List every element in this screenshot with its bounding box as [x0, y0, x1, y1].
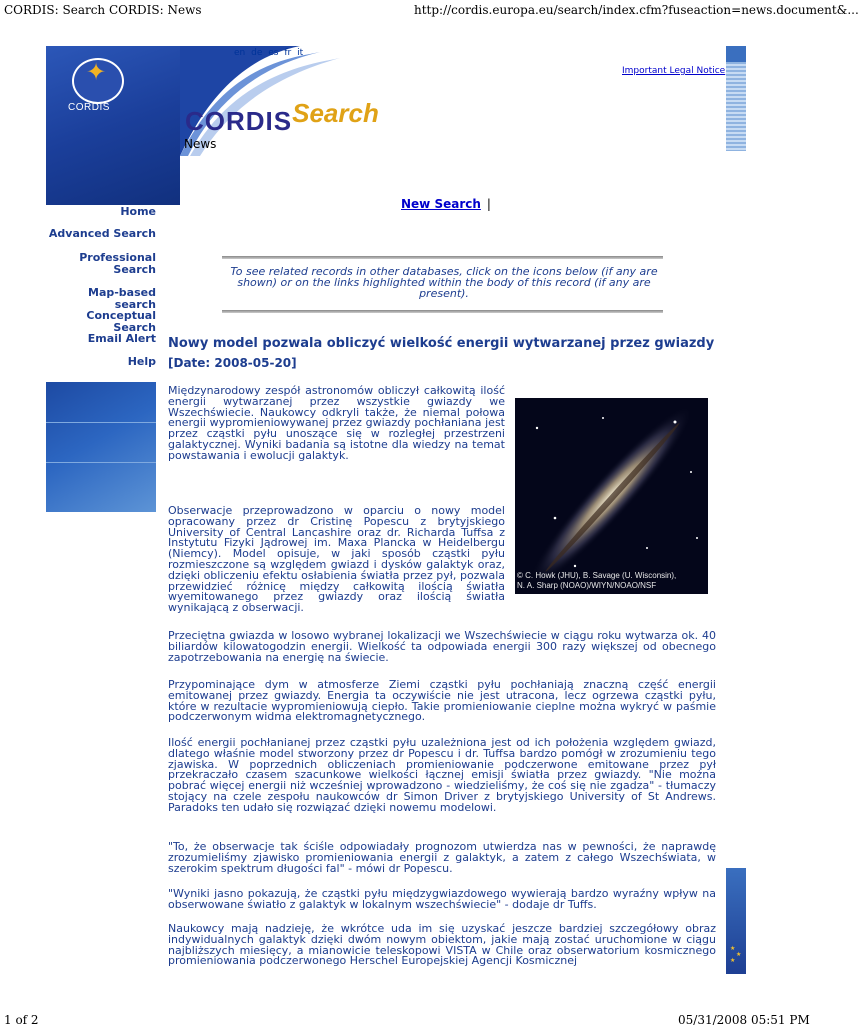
nav-item-home[interactable]: Home	[120, 205, 156, 218]
nav-item-map-based-search[interactable]: Map-based search	[88, 286, 156, 311]
photo-credit	[517, 571, 676, 591]
star-icon: ✦	[86, 58, 107, 86]
language-link-en[interactable]: en	[234, 48, 246, 58]
brand-search-text: Search	[292, 98, 379, 128]
language-link-es[interactable]: es	[268, 48, 279, 58]
new-search-link[interactable]: New Search	[401, 197, 481, 211]
right-bar-top	[726, 46, 746, 62]
section-label: News	[184, 137, 217, 151]
related-records-note: To see related records in other databases, click on the icons below (if any are shown) or on the links highlighted within the body of this record (if any are present).	[230, 265, 658, 300]
galaxy-image-graphic	[515, 398, 708, 594]
star-icon: ★	[736, 951, 742, 958]
article-date: [Date: 2008-05-20]	[168, 356, 297, 370]
photo-credit-line: N. A. Sharp (NOAO)/WIYN/NOAO/NSF	[517, 581, 657, 590]
print-footer-page-number: 1 of 2	[4, 1013, 39, 1027]
article-paragraph: "To, że obserwacje tak ściśle odpowiadały prognozom utwierdza nas w pewności, że naprawdę zrozumieliśmy zjawisko promieniowania energii z galaktyk, a zatem z całego Wszechświata, w szerokim spektrum długości fal" - mówi dr Popescu.	[168, 840, 716, 875]
photo-credit-line: © C. Howk (JHU), B. Savage (U. Wisconsin),	[517, 571, 677, 580]
article-paragraph: Przeciętna gwiazda w losowo wybranej lokalizacji we Wszechświecie w ciągu roku wytwarza ok. 40 biliardów kilowatogodzin energii. Wielkość ta odpowiada energii 300 razy większej od obecnego zapotrzebowania na energię na świecie.	[168, 629, 716, 664]
divider	[222, 256, 663, 259]
print-footer-timestamp: 05/31/2008 05:51 PM	[678, 1013, 810, 1027]
nav-box-line	[46, 462, 156, 463]
nav-item-email-alert[interactable]: Email Alert	[87, 332, 156, 345]
cordis-logo-banner[interactable]	[46, 46, 180, 205]
language-link-de[interactable]: de	[251, 48, 263, 58]
print-header-url: http://cordis.europa.eu/search/index.cfm?fuseaction=news.document&...	[414, 3, 859, 17]
right-decorative-bar	[726, 46, 746, 151]
nav-item-conceptual-search[interactable]: Conceptual Search	[86, 309, 156, 334]
article-paragraph: Przypominające dym w atmosferze Ziemi cząstki pyłu pochłaniają znaczną część energii emitowanej przez gwiazdy. Energia ta oczywiście nie jest utracona, lecz ogrzewa cząstki pyłu, które w rezultacie wypromieniowują ciepło. Takie promieniowanie cieplne można wykryć w paśmie podczerwonym widma elektromagnetycznego.	[168, 678, 716, 724]
language-link-it[interactable]: it	[297, 48, 304, 58]
nav-box-line	[46, 422, 156, 423]
article-paragraph: Obserwacje przeprowadzono w oparciu o nowy model opracowany przez dr Cristinę Popescu z brytyjskiego University of Central Lancashire oraz dr. Richarda Tuffsa z Instytutu Fizyki Jądrowej im. Maxa Plancka w Heidelbergu (Niemcy). Model opisuje, w jaki sposób cząstki pyłu rozmieszczone są względem gwiazd i dysków galaktyk oraz, dzięki obliczeniu efektu osłabienia światła przez pył, pozwala przewidzieć różnicę między całkowitą ilością światła wyemitowanego przez gwiazdy oraz ilością światła wynikającą z obserwacji.	[168, 504, 505, 615]
article-paragraph: "Wyniki jasno pokazują, że cząstki pyłu międzygwiazdowego wywierają bardzo wyraźny wpływ na obserwowane światło z galaktyk w lokalnym wszechświecie" - dodaje dr Tuffs.	[168, 887, 716, 911]
important-legal-notice-link[interactable]: Important Legal Notice	[622, 66, 726, 76]
article-paragraph: Ilość energii pochłanianej przez cząstki pyłu uzależniona jest od ich położenia względem gwiazd, dlatego właśnie model stworzony przez dr Popescu i dr. Tuffsa bardzo pomógł w zrozumieniu tego zjawiska. W poprzednich obliczeniach promieniowanie podczerwone emitowane przez pył przekraczało czasem szacunkowe wielkości łącznej emisji światła przez gwiazdy. "Nie można pobrać więcej energii niż wcześniej wprowadzono - wiedzieliśmy, że coś się nie zgadza" - tłumaczy stojący na czele zespołu naukowców dr Simon Driver z brytyjskiego University of St Andrews. Paradoks ten udało się rozwiązać dzięki nowemu modelowi.	[168, 736, 716, 814]
nav-item-help[interactable]: Help	[127, 355, 156, 368]
new-search-separator: |	[486, 197, 491, 211]
divider	[222, 310, 663, 313]
article-title: Nowy model pozwala obliczyć wielkość energii wytwarzanej przez gwiazdy	[168, 336, 715, 351]
article-paragraph: Międzynarodowy zespół astronomów obliczył całkowitą ilość energii wytwarzanej przez wszystkie gwiazdy we Wszechświecie. Naukowcy odkryli także, że niemal połowa energii wypromieniowywanej przez gwiazdy pochłaniana jest przez cząstki pyłu unoszące się w rozległej przestrzeni galaktycznej. Wyniki badania są istotne dla wiedzy na temat powstawania i ewolucji galaktyk.	[168, 384, 505, 462]
nav-item-professional-search[interactable]: Professional Search	[79, 251, 156, 276]
language-link-fr[interactable]: fr	[284, 48, 292, 58]
star-icon: ★	[730, 945, 736, 952]
brand-cordis-text: CORDIS	[185, 106, 293, 136]
cordis-search-brand	[185, 98, 379, 140]
nav-decorative-box	[46, 382, 156, 512]
new-search-bar	[401, 197, 491, 211]
article-paragraph: Naukowcy mają nadzieję, że wkrótce uda im się uzyskać jeszcze bardziej szczegółowy obraz indywidualnych galaktyk dzięki dwóm nowym obiektom, jakie mają zostać uruchomione w ciągu najbliższych miesięcy, a mianowicie teleskopowi VISTA w Chile oraz obserwatorium kosmicznego promieniowania podczerwonego Herschel Europejskiej Agencji Kosmicznej	[168, 922, 716, 968]
galaxy-photo	[515, 398, 708, 594]
star-icon: ★	[730, 957, 736, 964]
eu-flag-decoration	[726, 868, 746, 974]
cordis-logo-text: CORDIS	[68, 102, 110, 113]
nav-item-advanced-search[interactable]: Advanced Search	[48, 227, 156, 240]
print-header-title: CORDIS: Search CORDIS: News	[4, 3, 202, 17]
language-selector	[234, 48, 306, 58]
